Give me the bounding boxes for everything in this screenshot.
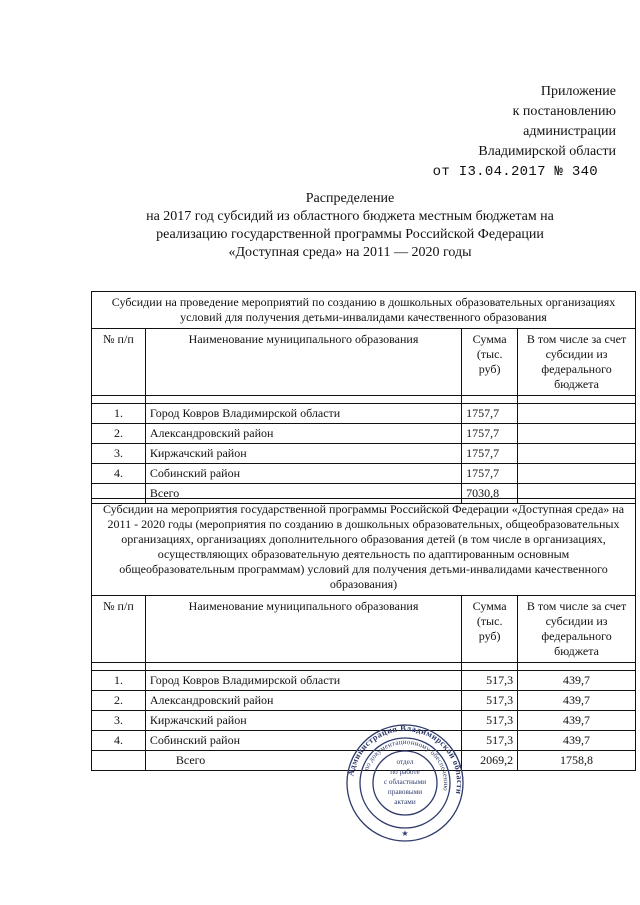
stamp-outer-text: Администрация Владимирской области — [345, 723, 465, 796]
row-municipality: Город Ковров Владимирской области — [145, 671, 461, 691]
decree-date-number: от I3.04.2017 № 340 — [432, 164, 598, 180]
total-sum: 7030,8 — [462, 484, 518, 504]
table-row — [92, 424, 636, 444]
table-row — [92, 404, 636, 424]
table-row — [92, 444, 636, 464]
row-number: 4. — [92, 731, 146, 751]
col-sum-header: Сумма (тыс. руб) — [462, 596, 518, 663]
row-municipality: Город Ковров Владимирской области — [145, 404, 461, 424]
stamp-center-line: отдел — [396, 758, 414, 766]
total-label: Всего — [145, 484, 461, 504]
row-number: 1. — [92, 671, 146, 691]
row-municipality: Киржачский район — [145, 444, 461, 464]
document-title — [120, 190, 580, 262]
row-number: 1. — [92, 404, 146, 424]
col-name-header: Наименование муниципального образования — [145, 329, 461, 396]
row-number: 2. — [92, 691, 146, 711]
appendix-header — [433, 82, 616, 182]
subsidy-table-1 — [91, 291, 636, 504]
appendix-ref-line: к постановлению — [512, 104, 616, 119]
row-number: 2. — [92, 424, 146, 444]
row-sum: 1757,7 — [462, 424, 518, 444]
row-sum: 517,3 — [462, 731, 518, 751]
appendix-label: Приложение — [540, 84, 616, 99]
col-name-header: Наименование муниципального образования — [145, 596, 461, 663]
row-municipality: Киржачский район — [145, 711, 461, 731]
total-label: Всего — [145, 751, 461, 771]
row-sum: 517,3 — [462, 711, 518, 731]
row-sum: 517,3 — [462, 671, 518, 691]
title-line-1: Распределение — [305, 191, 395, 206]
title-line-3: реализацию государственной программы Российской Федерации — [156, 227, 544, 242]
row-federal: 439,7 — [518, 711, 636, 731]
row-number: 3. — [92, 444, 146, 464]
official-stamp-seal — [345, 723, 465, 843]
col-federal-header: В том числе за счет субсидии из федерального бюджета — [518, 329, 636, 396]
stamp-center-line: по работе — [390, 768, 420, 776]
row-sum: 517,3 — [462, 691, 518, 711]
table1-section-title: Субсидии на проведение мероприятий по созданию в дошкольных образовательных организациях условий для получения детьми-инвалидами качественного образования — [92, 292, 636, 329]
title-line-4: «Доступная среда» на 2011 — 2020 годы — [228, 245, 472, 260]
stamp-center-line: правовыми — [387, 788, 423, 796]
table-row — [92, 691, 636, 711]
stamp-ring-text: по документационному обеспечению — [362, 737, 451, 792]
row-number: 4. — [92, 464, 146, 484]
row-federal: 439,7 — [518, 691, 636, 711]
row-sum: 1757,7 — [462, 444, 518, 464]
row-municipality: Александровский район — [145, 424, 461, 444]
row-federal — [518, 404, 636, 424]
appendix-region: Владимирской области — [478, 144, 616, 159]
row-number: 3. — [92, 711, 146, 731]
table2-section-title: Субсидии на мероприятия государственной программы Российской Федерации «Доступная среда» на 2011 - 2020 годы (мероприятия по созданию в дошкольных образовательных, общеобразовательных организациях, организациях дополнительного образования детей (в том числе в организациях, осуществляющих образовательную деятельность по адаптированным основным общеобразовательным программам) условий для получения детьми-инвалидами качественного образования) — [92, 499, 636, 596]
row-municipality: Собинский район — [145, 731, 461, 751]
col-number-header: № п/п — [92, 329, 146, 396]
row-federal: 439,7 — [518, 671, 636, 691]
total-sum: 2069,2 — [462, 751, 518, 771]
col-federal-header: В том числе за счет субсидии из федерального бюджета — [518, 596, 636, 663]
title-line-2: на 2017 год субсидий из областного бюджета местным бюджетам на — [146, 209, 554, 224]
col-sum-header: Сумма (тыс. руб) — [462, 329, 518, 396]
row-federal — [518, 444, 636, 464]
row-municipality: Собинский район — [145, 464, 461, 484]
row-federal — [518, 464, 636, 484]
row-federal — [518, 424, 636, 444]
row-municipality: Александровский район — [145, 691, 461, 711]
row-federal: 439,7 — [518, 731, 636, 751]
stamp-center-line: актами — [394, 798, 416, 806]
table-row — [92, 464, 636, 484]
total-federal: 1758,8 — [518, 751, 636, 771]
table-row — [92, 671, 636, 691]
row-sum: 1757,7 — [462, 404, 518, 424]
stamp-center-line: с областными — [383, 778, 427, 786]
col-number-header: № п/п — [92, 596, 146, 663]
stamp-star-icon: ★ — [401, 829, 409, 838]
row-sum: 1757,7 — [462, 464, 518, 484]
appendix-authority: администрации — [523, 124, 616, 139]
